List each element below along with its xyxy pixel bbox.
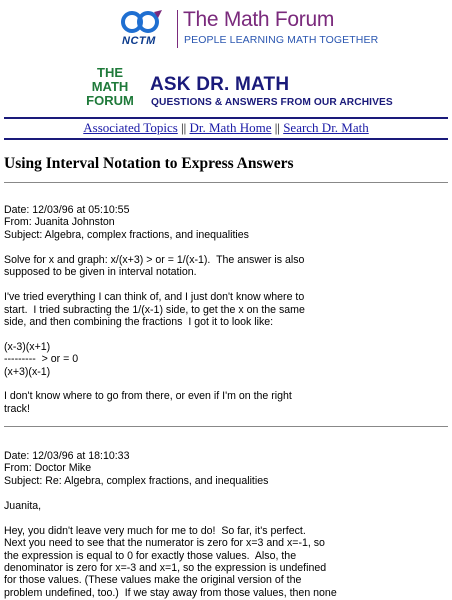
message-2-body: Juanita, Hey, you didn't leave very much for me to do! So far, it's perfect. Next you need to see that the numerator is zero for x=3 and x=-1, so the expression is equal to 0 for exactly those values. Also, the denominator is zero for x=-3 and x=1, so the expression is undefined for those values. (These values make the original version of the problem undefined, too.) If we stay away from those values, then none [4, 500, 337, 599]
nav-separator: || [274, 120, 280, 135]
forum-title[interactable]: The Math Forum [183, 8, 335, 31]
tmf-line1: THE [97, 65, 123, 80]
page-title: Using Interval Notation to Express Answers [4, 155, 294, 172]
tmf-line3: FORUM [86, 93, 134, 108]
nav-separator: || [181, 120, 187, 135]
title-rule [4, 182, 448, 183]
tmf-line2: MATH [91, 79, 129, 94]
nav-rule [4, 138, 448, 140]
nav-bar [0, 120, 452, 136]
ask-dr-math-subtitle: QUESTIONS & ANSWERS FROM OUR ARCHIVES [151, 97, 393, 108]
forum-tagline: PEOPLE LEARNING MATH TOGETHER [184, 34, 379, 46]
message-divider [4, 426, 448, 427]
nav-associated-topics[interactable]: Associated Topics [83, 120, 178, 135]
tmf-logo[interactable] [79, 66, 141, 108]
header-divider [177, 10, 178, 48]
nctm-label: NCTM [122, 35, 156, 47]
message-2-header: Date: 12/03/96 at 18:10:33 From: Doctor Mike Subject: Re: Algebra, complex fractions, and inequalities [4, 450, 269, 487]
nav-search-dr-math[interactable]: Search Dr. Math [283, 120, 369, 135]
nav-dr-math-home[interactable]: Dr. Math Home [189, 120, 272, 135]
math-forum-header [0, 0, 452, 60]
top-rule [4, 117, 448, 119]
message-1-header: Date: 12/03/96 at 05:10:55 From: Juanita Johnston Subject: Algebra, complex fractions, and inequalities [4, 204, 249, 241]
ask-dr-math-title: ASK DR. MATH [150, 74, 290, 95]
message-1-body: Solve for x and graph: x/(x+3) > or = 1/(x-1). The answer is also supposed to be given in interval notation. I've tried everything I can think of, and I just don't know where to start. I tried subracting the 1/(x-1) side, to get the x on the same side, and then combining the fractions I got it to look like: (x-3)(x+1) --------- > or = 0 (x+3)(x-1) I don't know where to go from there, or even if I'm on the right track! [4, 254, 305, 415]
